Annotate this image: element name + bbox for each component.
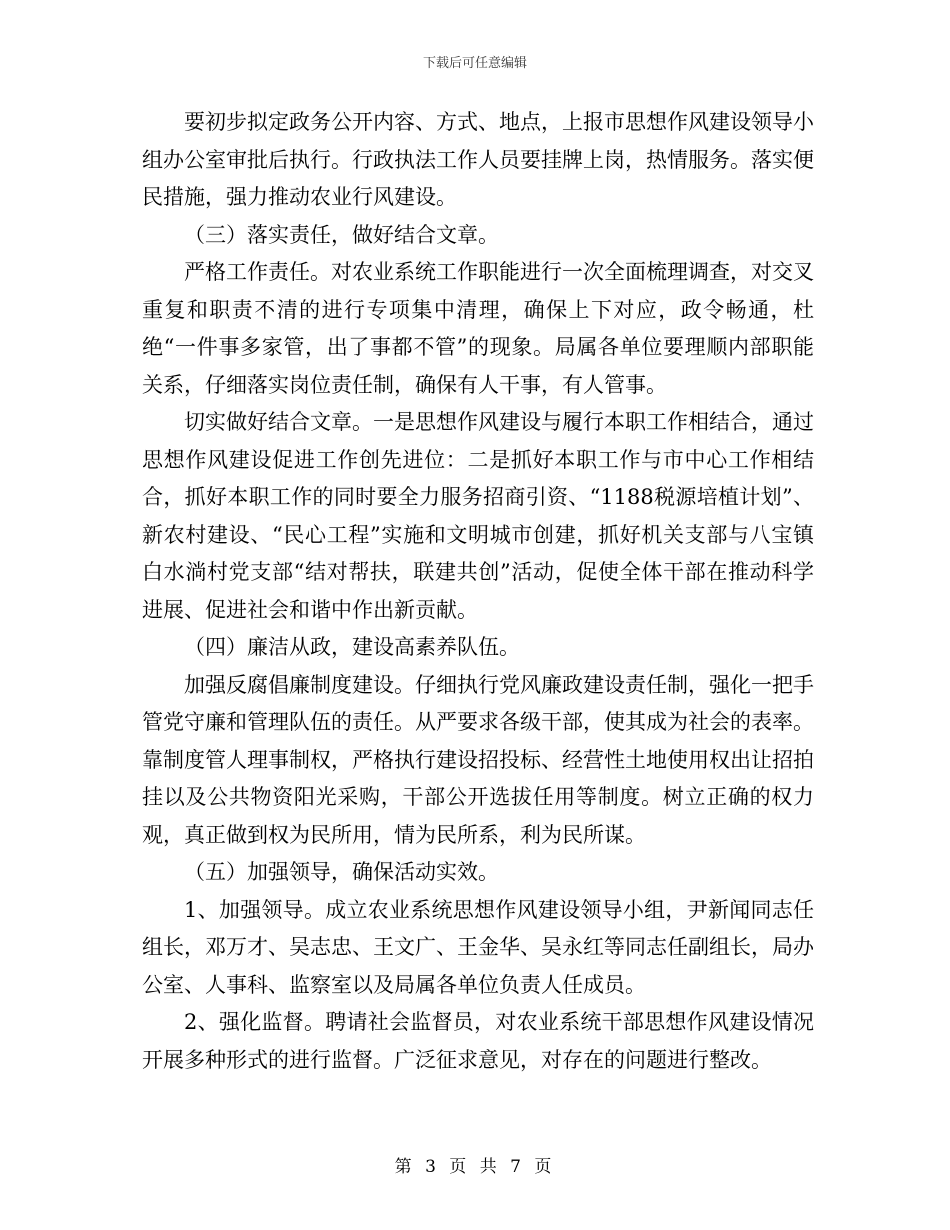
paragraph-continued: 要初步拟定政务公开内容、方式、地点，上报市思想作风建设领导小组办公室审批后执行。行政执法工作人员要挂牌上岗，热情服务。落实便民措施，强力推动农业行风建设。 — [142, 110, 814, 209]
paragraph-leadership: 1、加强领导。成立农业系统思想作风建设领导小组，尹新闻同志任组长，邓万才、吴志忠、王文广、王金华、吴永红等同志任副组长，局办公室、人事科、监察室以及局属各单位负责人任成员。 — [142, 897, 814, 997]
section-heading-4: （四）廉洁从政，建设高素养队伍。 — [184, 635, 520, 659]
paragraph-combination: 切实做好结合文章。一是思想作风建设与履行本职工作相结合，通过思想作风建设促进工作创先进位：二是抓好本职工作与市中心工作相结合，抓好本职工作的同时要全力服务招商引资、“1188税源培植计划”、新农村建设、“民心工程”实施和文明城市创建，抓好机关支部与八宝镇白水淌村党支部“结对帮扶，联建共创”活动，促使全体干部在推动科学进展、促进社会和谐中作出新贡献。 — [142, 410, 814, 622]
section-heading-5: （五）加强领导，确保活动实效。 — [184, 860, 499, 884]
page-header-note: 下载后可任意编辑 — [422, 56, 527, 71]
section-heading-3: （三）落实责任，做好结合文章。 — [184, 222, 499, 247]
document-body — [142, 104, 814, 1079]
paragraph-anti-corruption: 加强反腐倡廉制度建设。仔细执行党风廉政建设责任制，强化一把手管党守廉和管理队伍的责任。从严要求各级干部，使其成为社会的表率。靠制度管人理事制权，严格执行建设招投标、经营性土地使用权出让招拍挂以及公共物资阳光采购，干部公开选拔任用等制度。树立正确的权力观，真正做到权为民所用，情为民所系，利为民所谋。 — [142, 672, 814, 847]
page-number-footer: 第 3 页 共 7 页 — [394, 1157, 556, 1177]
paragraph-supervision: 2、强化监督。聘请社会监督员，对农业系统干部思想作风建设情况开展多种形式的进行监督。广泛征求意见，对存在的问题进行整改。 — [142, 1010, 814, 1072]
paragraph-responsibility: 严格工作责任。对农业系统工作职能进行一次全面梳理调查，对交叉重复和职责不清的进行专项集中清理，确保上下对应，政令畅通，杜绝“一件事多家管，出了事都不管”的现象。局属各单位要理顺内部职能关系，仔细落实岗位责任制，确保有人干事，有人管事。 — [142, 260, 814, 397]
